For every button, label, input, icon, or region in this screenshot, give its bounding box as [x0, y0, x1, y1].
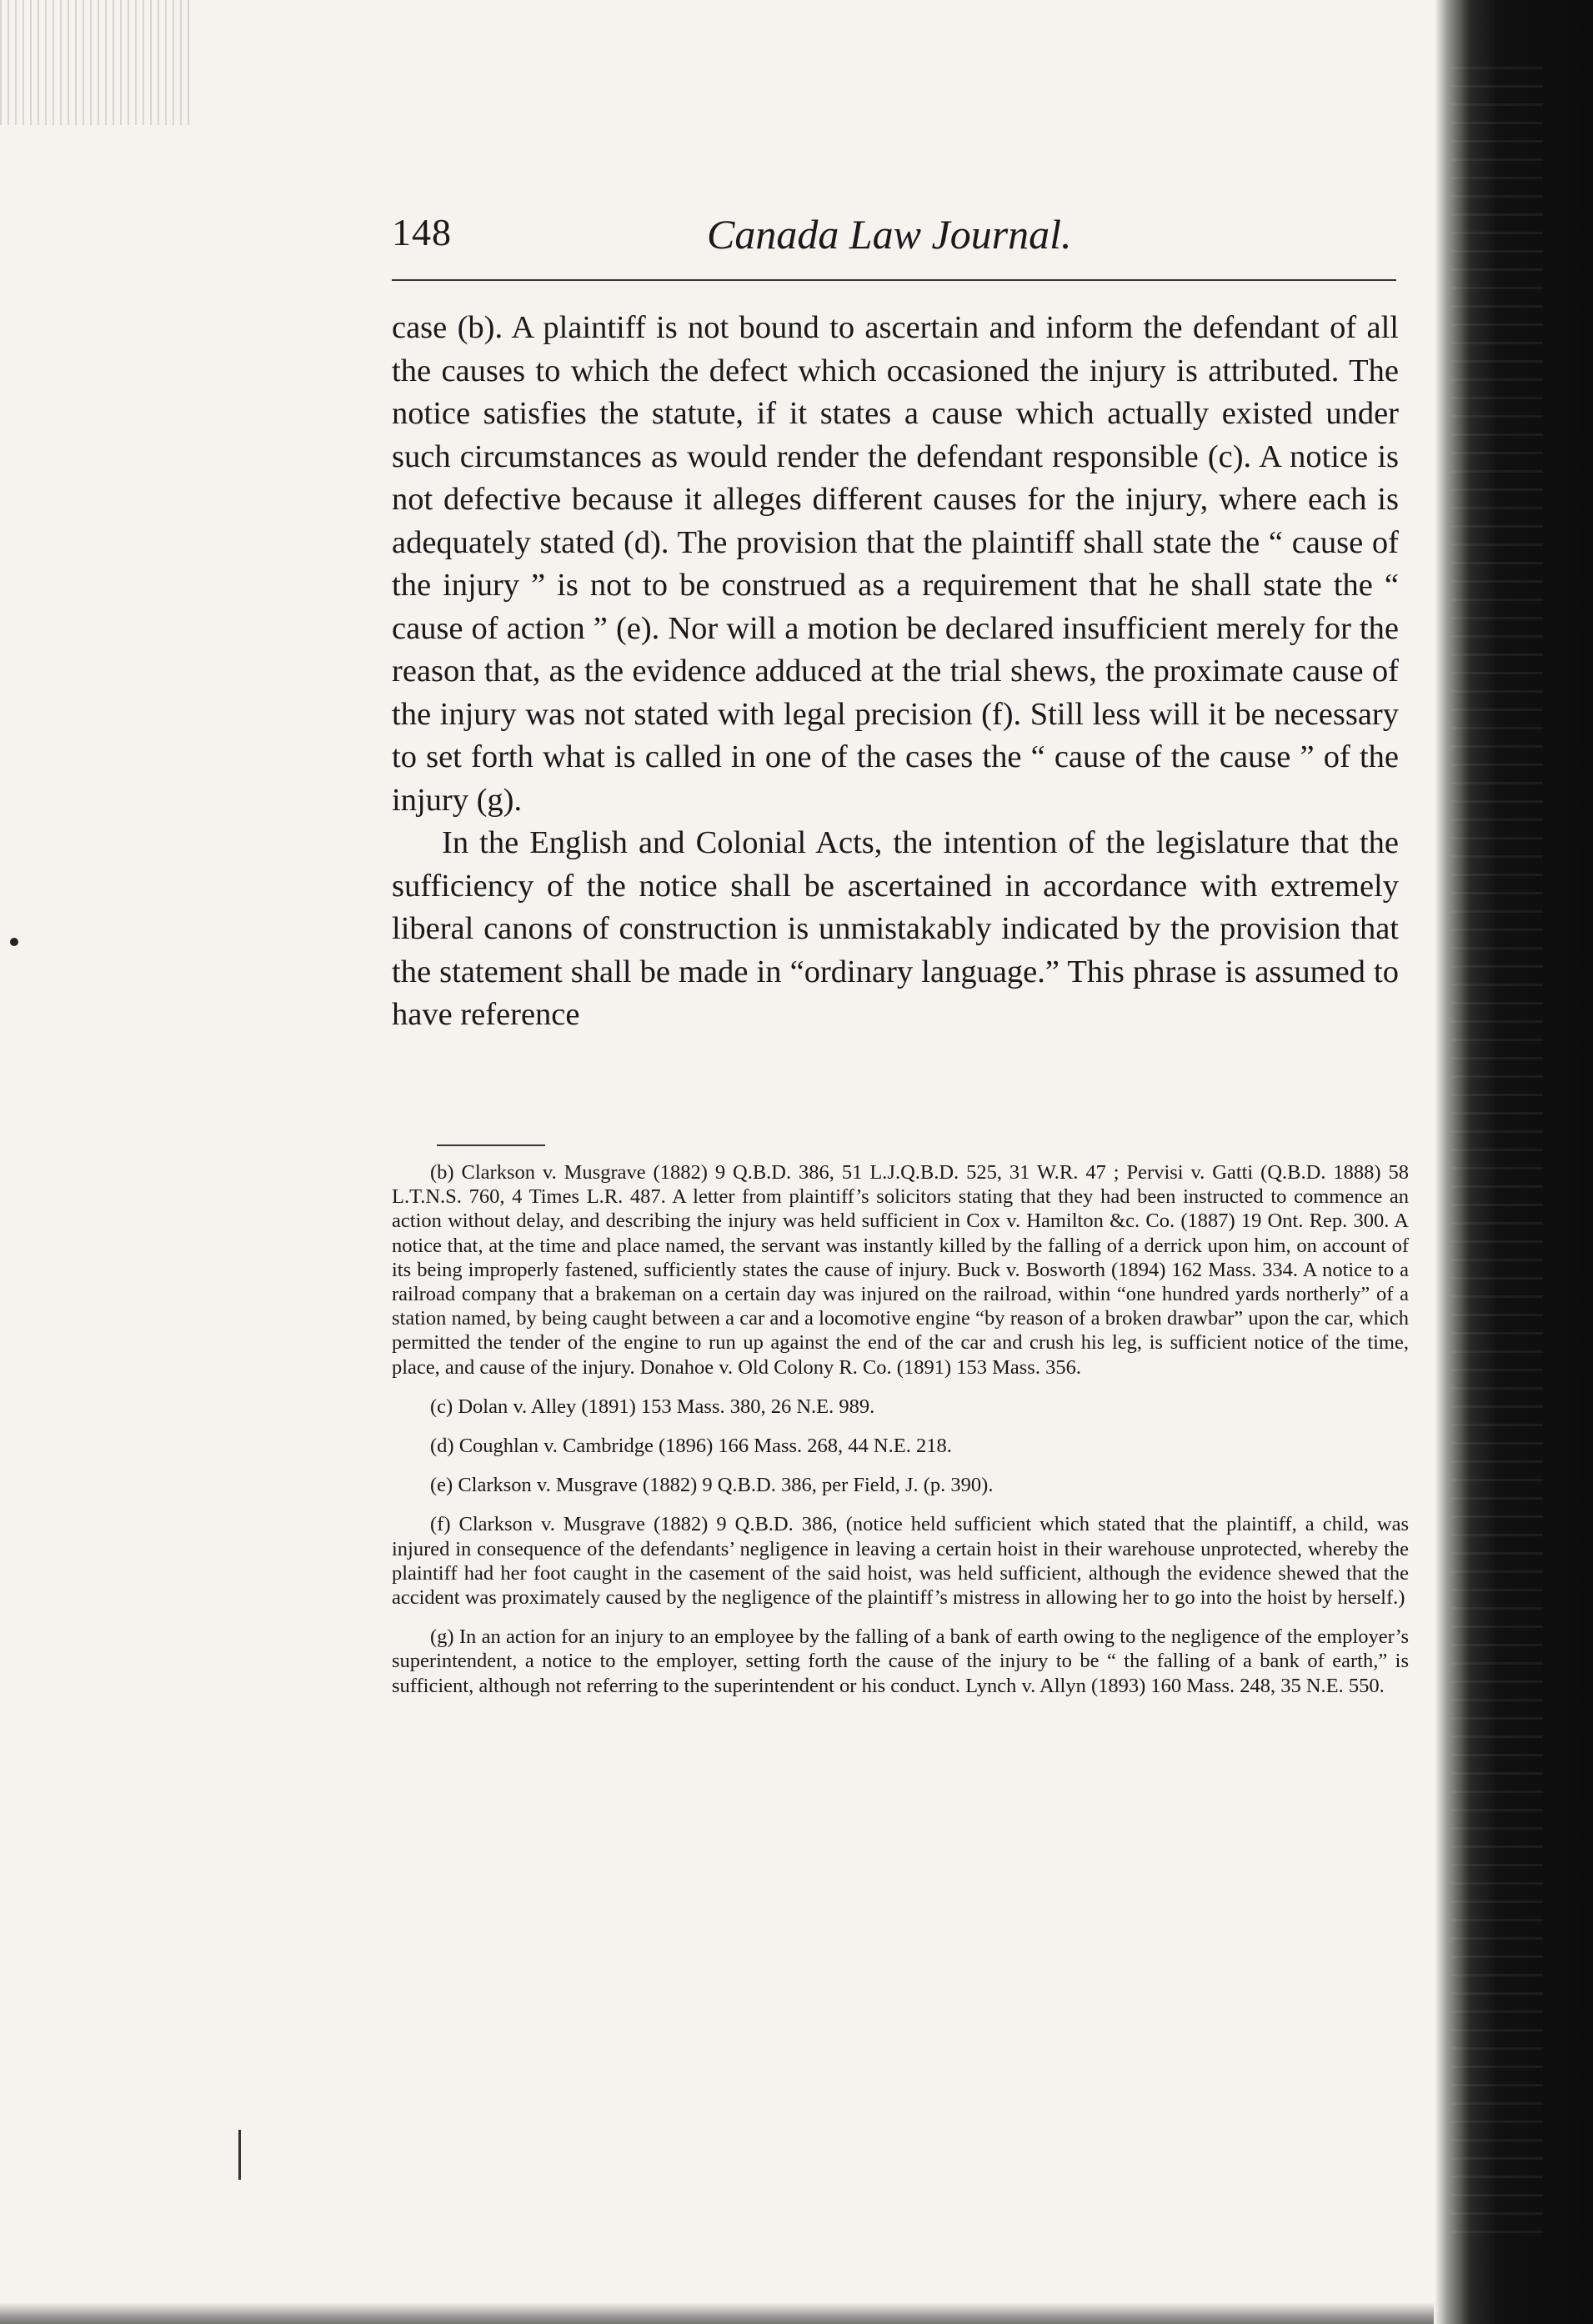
body-text [392, 307, 1399, 1037]
running-title: Canada Law Journal. [707, 211, 1072, 258]
header-rule [392, 279, 1396, 281]
page-number: 148 [392, 211, 452, 253]
footnote-d: (d) Coughlan v. Cambridge (1896) 166 Mass. 268, 44 N.E. 218. [430, 1435, 952, 1458]
body-paragraph: case (b). A plaintiff is not bound to ascertain and inform the defendant of all the causes to which the defect which occasioned the injury is attributed. The notice satisfies the statute, if it states a cause which actually existed under such circumstances as would render the defendant responsible (c). A notice is not defective because it alleges different causes for the injury, where each is adequately stated (d). The provision that the plaintiff shall state the “ cause of the injury ” is not to be construed as a requirement that he shall state the “ cause of action ” (e). Nor will a motion be declared insufficient merely for the reason that, as the evidence adduced at the trial shews, the proximate cause of the injury was not stated with legal precision (f). Still less will it be necessary to set forth what is called in one of the cases the “ cause of the cause ” of the injury (g). [392, 310, 1399, 818]
footnote-f: (f) Clarkson v. Musgrave (1882) 9 Q.B.D. 386, (notice held sufficient which stated that the plaintiff, a child, was injured in consequence of the defendants’ negligence in leaving a certain hoist in their warehouse unprotected, whereby the plaintiff had her foot caught in the casement of the said hoist, was held sufficient, although the evidence shewed that the accident was proximately caused by the negligence of the plaintiff’s mistress in allowing her to go into the hoist by herself.) [392, 1513, 1409, 1610]
margin-tick-mark [238, 2130, 241, 2180]
footnote-e: (e) Clarkson v. Musgrave (1882) 9 Q.B.D. 386, per Field, J. (p. 390). [430, 1474, 994, 1497]
body-paragraph: In the English and Colonial Acts, the intention of the legislature that the sufficiency of the notice shall be ascertained in accordance with extremely liberal canons of construction is unmistakably indicated by the provision that the statement shall be made in “ordinary language.” This phrase is assumed to have reference [392, 825, 1399, 1032]
footnote-b: (b) Clarkson v. Musgrave (1882) 9 Q.B.D. 386, 51 L.J.Q.B.D. 525, 31 W.R. 47 ; Pervisi v. Gatti (Q.B.D. 1888) 58 L.T.N.S. 760, 4 Times L.R. 487. A letter from plaintiff’s solicitors stating that they had been instructed to commence an action without delay, and describing the injury was held sufficient in Cox v. Hamilton &c. Co. (1887) 19 Ont. Rep. 300. A notice that, at the time and place named, the servant was instantly killed by the falling of a derrick upon him, on account of its being improperly fastened, sufficiently states the cause of injury. Buck v. Bosworth (1894) 162 Mass. 334. A notice to a railroad company that a brakeman on a certain day was injured on the railroad, within “one hundred yards northerly” of a station named, by being caught between a car and a locomotive engine “by reason of a broken drawbar” upon the car, which permitted the tender of the engine to run up against the end of the car and crush his leg, is sufficient notice of the time, place, and cause of the injury. Donahoe v. Old Colony R. Co. (1891) 153 Mass. 356. [392, 1161, 1409, 1379]
scan-noise-top [0, 0, 192, 125]
spine-speckle [1451, 67, 1543, 2234]
footnote-g: (g) In an action for an injury to an employee by the falling of a bank of earth owing to the negligence of the employer’s superintendent, a notice to the employer, setting forth the cause of the injury to be “ the falling of a bank of earth,” is sufficient, although not referring to the superintendent or his conduct. Lynch v. Allyn (1893) 160 Mass. 248, 35 N.E. 550. [392, 1625, 1409, 1697]
margin-dot [10, 938, 18, 946]
footnotes [392, 1160, 1409, 1713]
footnote-rule [437, 1144, 545, 1146]
page-header [392, 210, 1425, 268]
footnote-c: (c) Dolan v. Alley (1891) 153 Mass. 380, 26 N.E. 989. [430, 1395, 875, 1418]
scan-bottom-edge [0, 2302, 1434, 2324]
